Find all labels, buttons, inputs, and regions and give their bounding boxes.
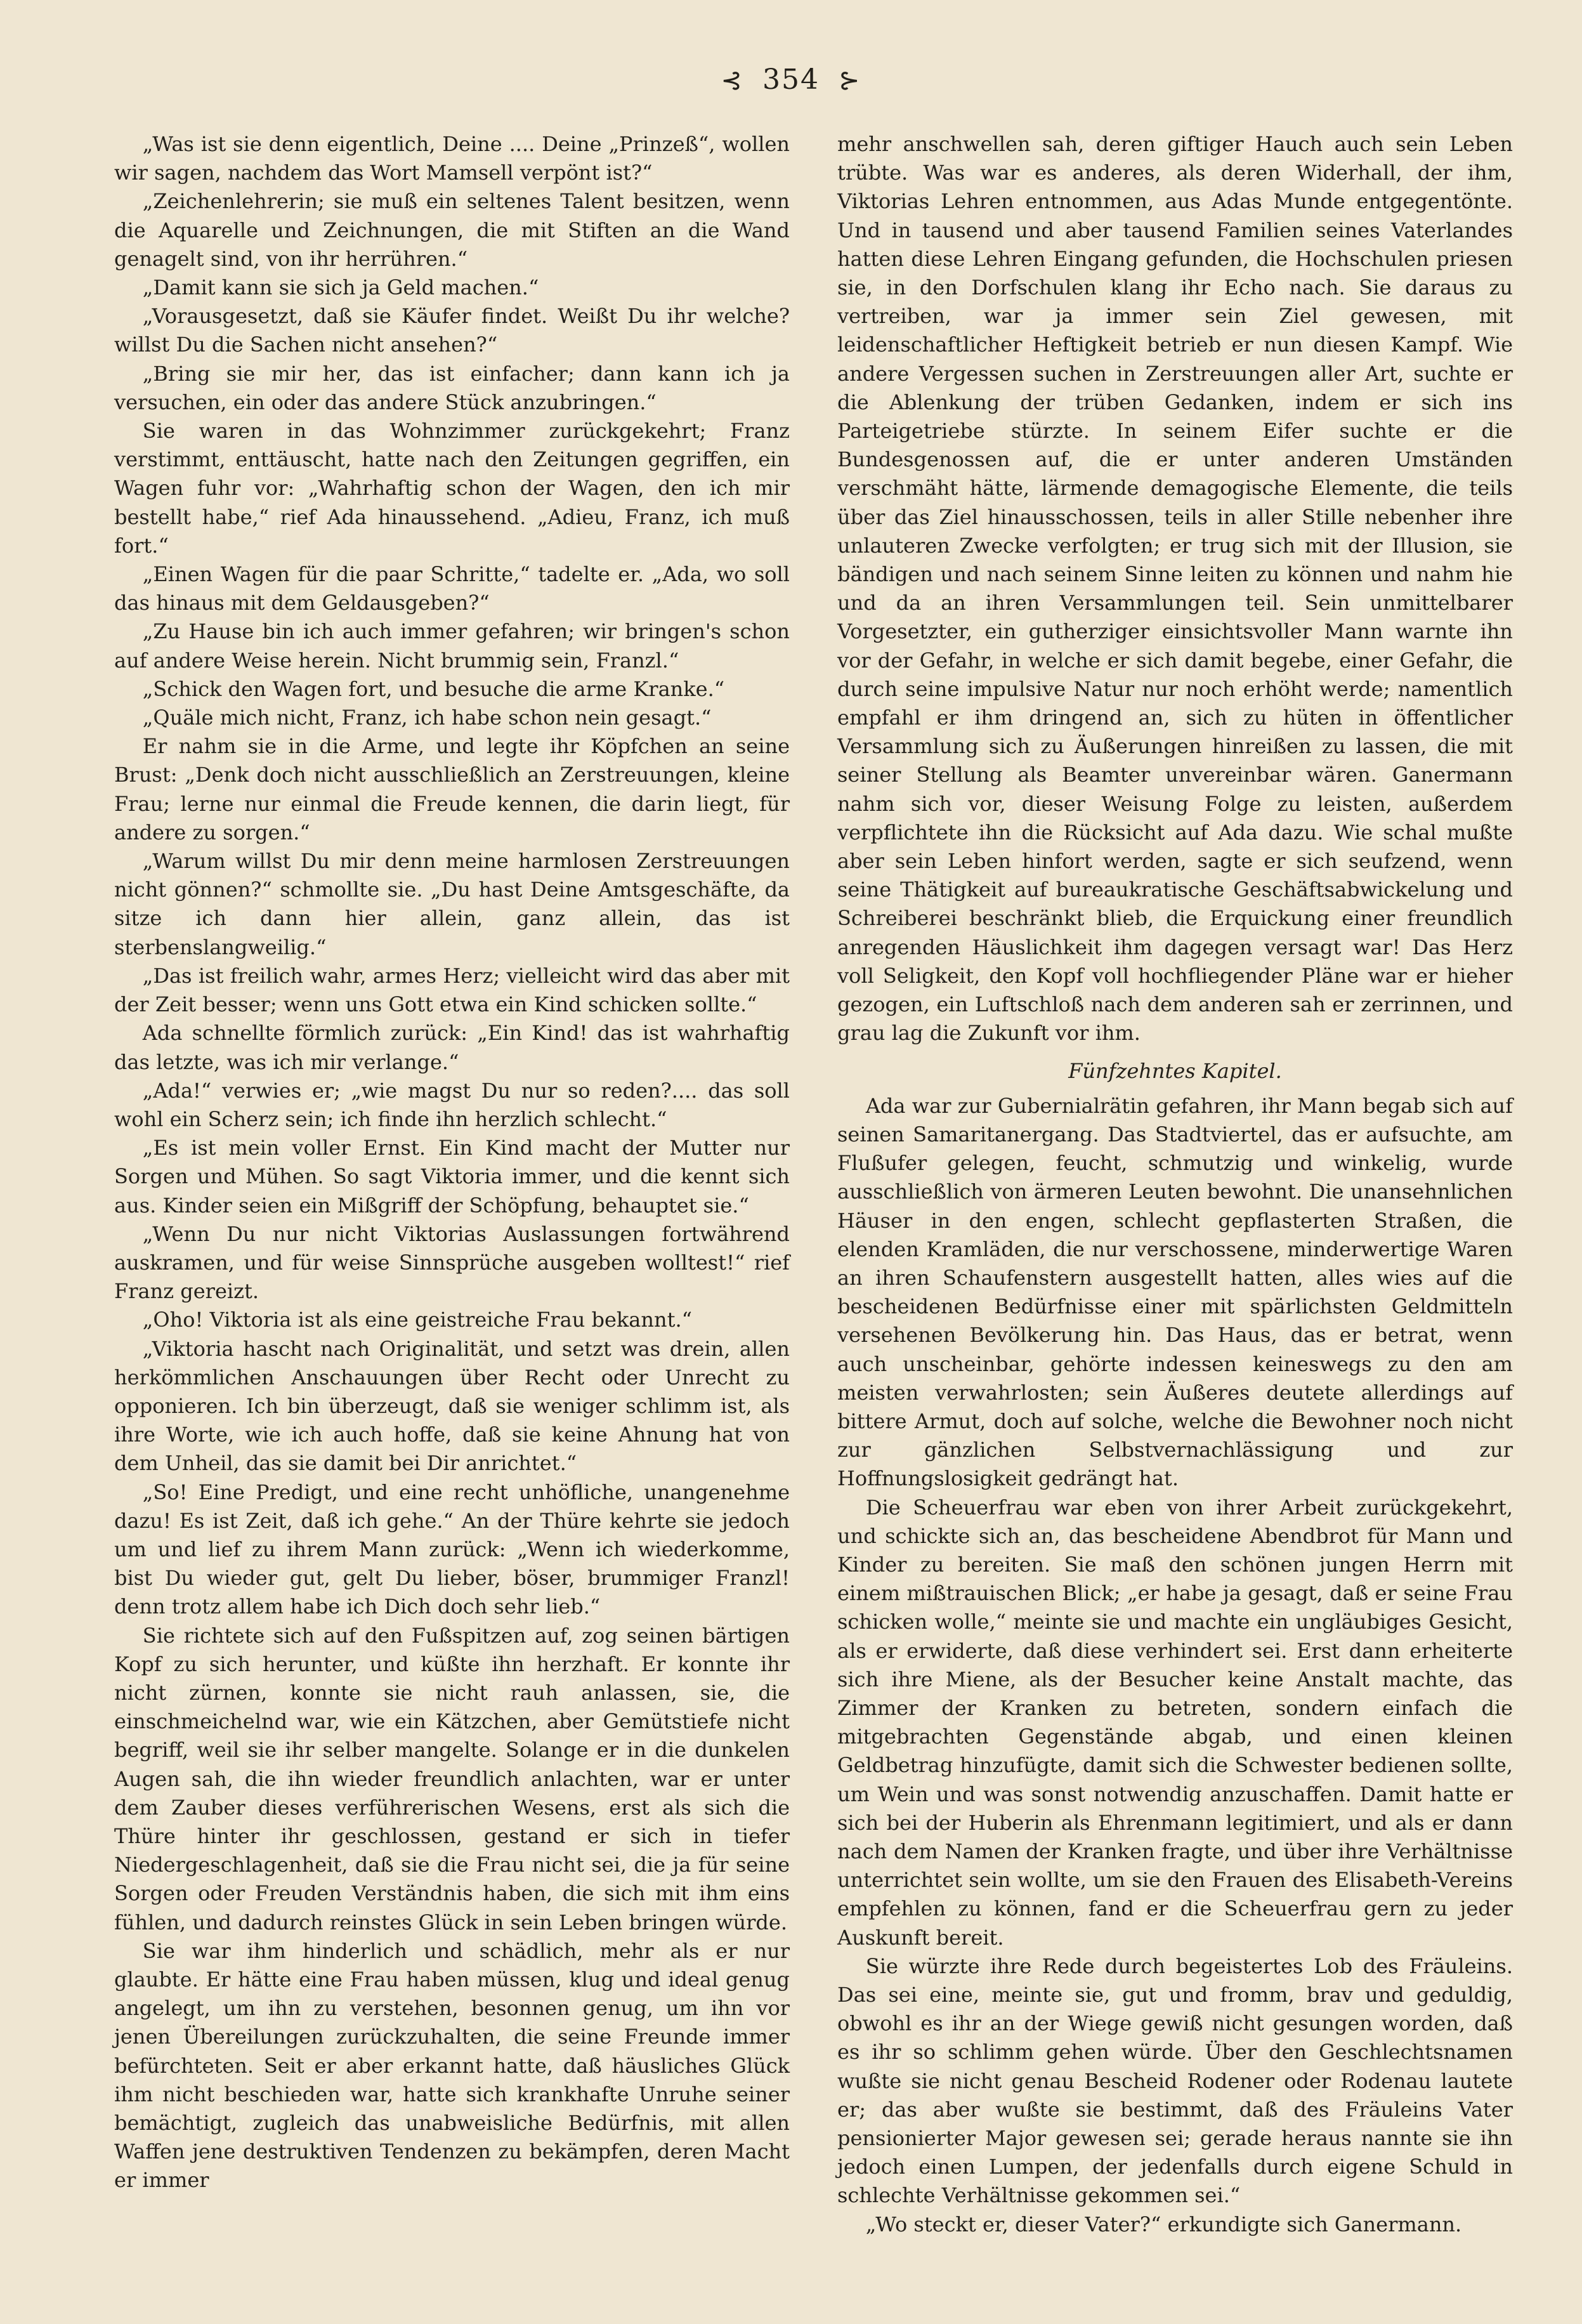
paragraph: „Das ist freilich wahr, armes Herz; vielleicht wird das aber mit der Zeit besser; wenn uns Gott etwa ein Kind schicken sollte.“	[114, 963, 790, 1017]
paragraph: „Quäle mich nicht, Franz, ich habe schon nein gesagt.“	[142, 706, 712, 730]
page-number: 354	[762, 63, 820, 96]
paragraph: Sie war ihm hinderlich und schädlich, mehr als er nur glaubte. Er hätte eine Frau haben müssen, klug und ideal genug angelegt, um ihn zu verstehen, besonnen genug, um ihn vor jenen Übereilungen zurückzuhalten, die seine Freunde immer befürchteten. Seit er aber erkannt hatte, daß häusliches Glück ihm nicht beschieden war, hatte sich krankhafte Unruhe seiner bemächtigt, zugleich das unabweisliche Bedürfnis, mit allen Waffen jene destruktiven Tendenzen zu bekämpfen, deren Macht er immer	[114, 1938, 790, 2193]
paragraph: Er nahm sie in die Arme, und legte ihr Köpfchen an seine Brust: „Denk doch nicht ausschließlich an Zerstreuungen, kleine Frau; lerne nur einmal die Freude kennen, die darin liegt, für andere zu sorgen.“	[114, 734, 790, 844]
ornament-right-icon: ⊱	[838, 66, 861, 95]
paragraph: „Wo steckt er, dieser Vater?“ erkundigte sich Ganermann.	[865, 2212, 1462, 2236]
paragraph: „Wenn Du nur nicht Viktorias Auslassungen fortwährend auskramen, und für weise Sinnsprüche ausgeben wolltest!“ rief Franz gereizt.	[114, 1221, 790, 1304]
paragraph: „Schick den Wagen fort, und besuche die arme Kranke.“	[142, 676, 725, 701]
paragraph: „Damit kann sie sich ja Geld machen.“	[142, 275, 539, 300]
paragraph: „Es ist mein voller Ernst. Ein Kind macht der Mutter nur Sorgen und Mühen. So sagt Viktoria immer, und die kennt sich aus. Kinder seien ein Mißgriff der Schöpfung, behauptet sie.“	[114, 1136, 790, 1218]
paragraph: Sie waren in das Wohnzimmer zurückgekehrt; Franz verstimmt, enttäuscht, hatte nach den Zeitungen gegriffen, ein Wagen fuhr vor: „Wahrhaftig schon der Wagen, den ich mir bestellt habe,“ rief Ada hinaussehend. „Adieu, Franz, ich muß fort.“	[114, 419, 790, 558]
ornament-left-icon: ⊰	[721, 66, 743, 95]
paragraph: „Zeichenlehrerin; sie muß ein seltenes Talent besitzen, wenn die Aquarelle und Zeichnungen, die mit Stiften an die Wand genagelt sind, von ihr herrühren.“	[114, 189, 790, 271]
paragraph: „Warum willst Du mir denn meine harmlosen Zerstreuungen nicht gönnen?“ schmollte sie. „Du hast Deine Amtsgeschäfte, da sitze ich dann hier allein, ganz allein, das ist sterbenslangweilig.“	[114, 849, 790, 959]
paragraph: „So! Eine Predigt, und eine recht unhöfliche, unangenehme dazu! Es ist Zeit, daß ich gehe.“ An der Thüre kehrte sie jedoch um und lief zu ihrem Mann zurück: „Wenn ich wiederkomme, bist Du wieder gut, gelt Du lieber, böser, brummiger Franzl! denn trotz allem habe ich Dich doch sehr lieb.“	[114, 1480, 790, 1619]
paragraph: „Vorausgesetzt, daß sie Käufer findet. Weißt Du ihr welche? willst Du die Sachen nicht ansehen?“	[114, 304, 790, 357]
paragraph: mehr anschwellen sah, deren giftiger Hauch auch sein Leben trübte. Was war es anderes, als deren Widerhall, der ihm, Viktorias Lehren entnommen, aus Adas Munde entgegentönte. Und in tausend und aber tausend Familien seines Vaterlandes hatten diese Lehren Eingang gefunden, die Hochschulen priesen sie, in den Dorfschulen klang ihr Echo nach. Sie daraus zu vertreiben, war ja immer sein Ziel gewesen, mit leidenschaftlicher Heftigkeit betrieb er nun diesen Kampf. Wie andere Vergessen suchen in Zerstreuungen aller Art, suchte er die Ablenkung der trüben Gedanken, indem er sich ins Parteigetriebe stürzte. In seinem Eifer suchte er die Bundesgenossen auf, die er unter anderen Umständen verschmäht hätte, lärmende demagogische Elemente, die teils über das Ziel hinausschossen, teils in aller Stille nebenher ihre unlauteren Zwecke verfolgten; er trug sich mit der Illusion, sie bändigen und nach seinem Sinne leiten zu können und nahm hie und da an ihren Versammlungen teil. Sein unmittelbarer Vorgesetzter, ein gutherziger einsichtsvoller Mann warnte ihn vor der Gefahr, in welche er sich damit begebe, einer Gefahr, die durch seine impulsive Natur nur noch erhöht werde; namentlich empfahl er ihm dringend an, sich zu hüten in öffentlicher Versammlung sich zu Äußerungen hinreißen zu lassen, die mit seiner Stellung als Beamter unvereinbar wären. Ganermann nahm sich vor, dieser Weisung Folge zu leisten, außerdem verpflichtete ihn die Rücksicht auf Ada dazu. Wie schal mußte aber sein Leben hinfort werden, sagte er sich seufzend, wenn seine Thätigkeit auf bureaukratische Geschäftsabwickelung und Schreiberei beschränkt blieb, die Erquickung einer freundlich anregenden Häuslichkeit ihm dagegen versagt war! Das Herz voll Seligkeit, den Kopf voll hochfliegender Pläne war er hieher gezogen, ein Luftschloß nach dem anderen sah er zerrinnen, und grau lag die Zukunft vor ihm.	[837, 132, 1513, 1046]
page-header	[0, 63, 1582, 96]
paragraph: „Zu Hause bin ich auch immer gefahren; wir bringen's schon auf andere Weise herein. Nicht brummig sein, Franzl.“	[114, 619, 790, 673]
paragraph: Die Scheuerfrau war eben von ihrer Arbeit zurückgekehrt, und schickte sich an, das bescheidene Abendbrot für Mann und Kinder zu bereiten. Sie maß den schönen jungen Herrn mit einem mißtrauischen Blick; „er habe ja gesagt, daß er seine Frau schicken wolle,“ meinte sie und machte ein ungläubiges Gesicht, als er erwiderte, daß diese verhindert sei. Erst dann erheiterte sich ihre Miene, als der Besucher keine Anstalt machte, das Zimmer der Kranken zu betreten, sondern einfach die mitgebrachten Gegenstände abgab, und einen kleinen Geldbetrag hinzufügte, damit sich die Schwester bedienen sollte, um Wein und was sonst notwendig anzuschaffen. Damit hatte er sich bei der Huberin als Ehrenmann legitimiert, und als er dann nach dem Namen der Kranken fragte, und über ihre Verhältnisse unterrichtet sein wollte, um sie den Frauen des Elisabeth-Vereins empfehlen zu können, fand er die Scheuerfrau gern zu jeder Auskunft bereit.	[837, 1495, 1513, 1950]
chapter-title: Fünfzehntes Kapitel.	[1068, 1058, 1282, 1083]
paragraph: Ada war zur Gubernialrätin gefahren, ihr Mann begab sich auf seinen Samaritanergang. Das Stadtviertel, das er aufsuchte, am Flußufer gelegen, feucht, schmutzig und winkelig, wurde ausschließlich von ärmeren Leuten bewohnt. Die unansehnlichen Häuser in den engen, schlecht gepflasterten Straßen, die elenden Kramläden, die nur verschossene, minderwertige Waren an ihren Schaufenstern ausgestellt hatten, alles wies auf die bescheidenen Bedürfnisse einer mit spärlichsten Geldmitteln versehenen Bevölkerung hin. Das Haus, das er betrat, wenn auch unscheinbar, gehörte indessen keineswegs zu den am meisten verwahrlosten; sein Äußeres deutete allerdings auf bittere Armut, doch auf solche, welche die Bewohner noch nicht zur gänzlichen Selbstvernachlässigung und zur Hoffnungslosigkeit gedrängt hat.	[837, 1093, 1513, 1491]
paragraph: „Was ist sie denn eigentlich, Deine .... Deine „Prinzeß“, wollen wir sagen, nachdem das Wort Mamsell verpönt ist?“	[114, 132, 790, 185]
right-column	[837, 130, 1513, 2239]
paragraph: „Ada!“ verwies er; „wie magst Du nur so reden?.... das soll wohl ein Scherz sein; ich finde ihn herzlich schlecht.“	[114, 1078, 790, 1131]
paragraph: „Viktoria hascht nach Originalität, und setzt was drein, allen herkömmlichen Anschauungen über Recht oder Unrecht zu opponieren. Ich bin überzeugt, daß sie weniger schlimm ist, als ihre Worte, wie ich auch hoffe, daß sie keine Ahnung hat von dem Unheil, das sie damit bei Dir anrichtet.“	[114, 1336, 790, 1476]
paragraph: Sie würzte ihre Rede durch begeistertes Lob des Fräuleins. Das sei eine, meinte sie, gut und fromm, brav und geduldig, obwohl es ihr an der Wiege gewiß nicht gesungen worden, daß es ihr so schlimm gehen würde. Über den Geschlechtsnamen wußte sie nicht genau Bescheid Rodener oder Rodenau lautete er; das aber wußte sie bestimmt, daß des Fräuleins Vater pensionierter Major gewesen sei; gerade heraus nannte sie ihn jedoch einen Lumpen, der jedenfalls durch eigene Schuld in schlechte Verhältnisse gekommen sei.“	[837, 1953, 1513, 2208]
paragraph: „Oho! Viktoria ist als eine geistreiche Frau bekannt.“	[142, 1308, 692, 1332]
paragraph: „Einen Wagen für die paar Schritte,“ tadelte er. „Ada, wo soll das hinaus mit dem Geldausgeben?“	[114, 562, 790, 615]
paragraph: Ada schnellte förmlich zurück: „Ein Kind! das ist wahrhaftig das letzte, was ich mir verlange.“	[114, 1021, 790, 1074]
paragraph: Sie richtete sich auf den Fußspitzen auf, zog seinen bärtigen Kopf zu sich herunter, und küßte ihn herzhaft. Er konnte ihr nicht zürnen, konnte sie nicht rauh anlassen, sie, die einschmeichelnd war, wie ein Kätzchen, aber Gemütstiefe nicht begriff, weil sie ihr selber mangelte. Solange er in die dunkelen Augen sah, die ihn wieder freundlich anlachten, war er unter dem Zauber dieses verführerischen Wesens, erst als sich die Thüre hinter ihr geschlossen, gestand er sich in tiefer Niedergeschlagenheit, daß sie die Frau nicht sei, die ja für seine Sorgen oder Freuden Verständnis haben, die sich mit ihm eins fühlen, und dadurch reinstes Glück in sein Leben bringen würde.	[114, 1623, 790, 1934]
paragraph: „Bring sie mir her, das ist einfacher; dann kann ich ja versuchen, ein oder das andere Stück anzubringen.“	[114, 361, 790, 414]
left-column	[114, 130, 790, 2195]
